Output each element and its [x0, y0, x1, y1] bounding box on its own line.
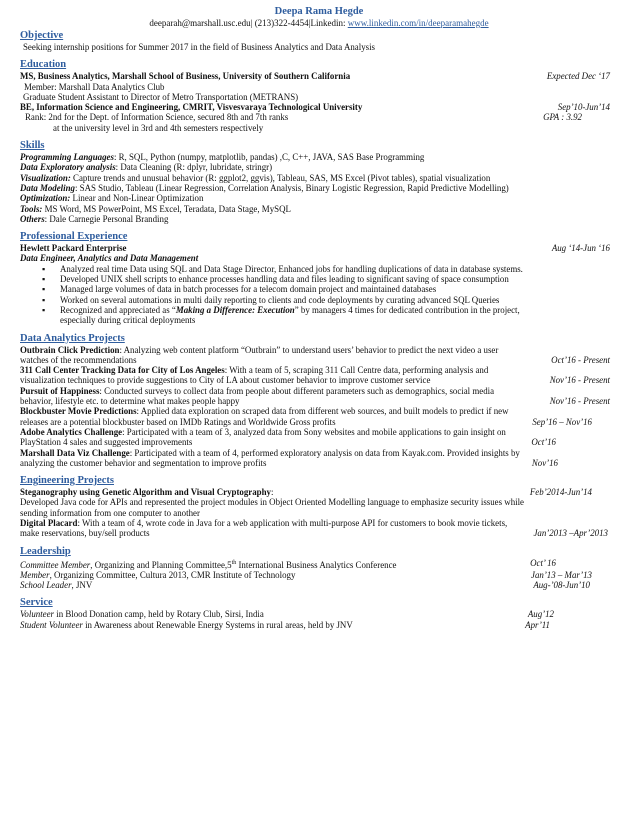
skill-others: Others: Dale Carnegie Personal Branding: [20, 213, 169, 224]
section-data-projects: Data Analytics Projects: [20, 332, 125, 344]
skill-tools: Tools: MS Word, MS PowerPoint, MS Excel, Teradata, Data Stage, MySQL: [20, 203, 291, 214]
be-rank: Rank: 2nd for the Dept. of Information Science, secured 8th and 7th ranks: [25, 112, 289, 123]
eng-project-placard-cont: make reservations, buy/sell products Jan’2013 –Apr’2013: [20, 528, 608, 539]
leadership-item: Member, Organizing Committee, Cultura 2013, CMR Institute of Technology Jan’13 – Mar’13: [20, 569, 592, 580]
experience-bullet: ▪ Recognized and appreciated as “Making a Difference: Execution” by managers 4 times for dedicated contribution in the project, especially during critical deployments: [20, 305, 618, 326]
project-outbrain-cont: watches of the recommendations Oct’16 - Present: [20, 354, 610, 365]
ms-degree: MS, Business Analytics, Marshall School of Business, University of Southern California: [20, 71, 351, 82]
eng-project-stego-desc1: Developed Java code for APIs and represented the project modules in Object Oriented Modelling language to emphasize security issues while: [20, 497, 524, 508]
experience-bullet: ▪ Developed UNIX shell scripts to enhance processes handling data and files leading to significant saving of space consumption: [20, 274, 618, 284]
service-item: Student Volunteer in Awareness about Renewable Energy Systems in rural areas, held by JNV Apr’11: [20, 619, 550, 630]
project-outbrain: Outbrain Click Prediction: Analyzing web content platform “Outbrain” to understand users’ behavior to predict the next video a user: [20, 344, 499, 355]
eng-project-stego-desc2: sending information from one computer to another: [20, 507, 200, 518]
resume-name: Deepa Rama Hegde: [274, 6, 364, 17]
project-adobe: Adobe Analytics Challenge: Participated with a team of 3, analyzed data from Sony websites and mobile applications to gain insight on: [20, 426, 506, 437]
section-leadership: Leadership: [20, 545, 71, 557]
project-311: 311 Call Center Tracking Data for City of Los Angeles: With a team of 5, scraping 311 Call Centre data, performing analysis and: [20, 365, 489, 376]
project-happiness-cont: behavior, lifestyle etc. to determine what makes people happy Nov’16 - Present: [20, 396, 610, 407]
education-be: [20, 102, 618, 112]
experience-bullet: ▪ Managed large volumes of data in batch processes for a telecom domain project and maintained databases: [20, 284, 618, 294]
experience-date: Aug ‘14-Jun ‘16: [551, 243, 610, 254]
experience-bullet: ▪ Analyzed real time Data using SQL and Data Stage Director, Enhanced jobs for handling duplications of data in database systems.: [20, 264, 618, 274]
objective-text: Seeking internship positions for Summer 2017 in the field of Business Analytics and Data Analysis: [23, 42, 376, 52]
service-item: Volunteer in Blood Donation camp, held by Rotary Club, Sirsi, India Aug’12: [20, 609, 554, 620]
section-skills: Skills: [20, 140, 45, 152]
education-ms: [20, 71, 618, 81]
skill-exploratory: Data Exploratory analysis: Data Cleaning (R: dplyr, lubridate, stringr): [20, 162, 273, 173]
be-gpa: GPA : 3.92: [543, 112, 582, 123]
project-blockbuster: Blockbuster Movie Predictions: Applied data exploration on scraped data from different web sources, and built models to predict if new: [20, 406, 509, 417]
skill-programming: Programming Languages: R, SQL, Python (numpy, matplotlib, pandas) ,C, C++, JAVA, SAS Base Programming: [20, 152, 425, 163]
section-service: Service: [20, 597, 53, 609]
experience-role: Data Engineer, Analytics and Data Management: [20, 253, 199, 264]
project-311-cont: visualization techniques to provide suggestions to City of LA about customer behavior to improve customer service Nov’16 - Present: [20, 375, 610, 386]
skill-optimization: Optimization: Linear and Non-Linear Optimization: [20, 193, 204, 204]
be-date: Sep’10-Jun’14: [557, 102, 610, 113]
ms-assistant: Graduate Student Assistant to Director of Metro Transportation (METRANS): [23, 91, 299, 102]
project-adobe-cont: PlayStation 4 sales and suggested improvements Oct’16: [20, 437, 556, 448]
company-name: Hewlett Packard Enterprise: [20, 243, 127, 254]
section-education: Education: [20, 59, 67, 71]
eng-project-placard: Digital Placard: With a team of 4, wrote code in Java for a web application with multi-purpose API for customers to book movie tickets,: [20, 517, 508, 528]
project-dataviz-cont: analyzing the customer behavior and segmentation to improve profits Nov’16: [20, 457, 558, 468]
resume-page: [20, 6, 618, 630]
section-objective: Objective: [20, 30, 64, 41]
ms-club: Member: Marshall Data Analytics Club: [24, 81, 165, 92]
leadership-item: Committee Member, Organizing and Planning Committee,5th International Business Analytics Conference Oct’ 16: [20, 557, 556, 570]
skill-visualization: Visualization: Capture trends and unusual behavior (R: ggplot2, ggvis), Tableau, SAS, MS Excel (Pivot tables), spatial visualization: [20, 172, 491, 183]
experience-company-row: [20, 243, 618, 253]
project-happiness: Pursuit of Happiness: Conducted surveys to collect data from people about different parameters such as demographics, social media: [20, 385, 495, 396]
section-eng-projects: Engineering Projects: [20, 475, 114, 487]
eng-project-stego: Steganography using Genetic Algorithm and Visual Cryptography: Feb’2014-Jun’14: [20, 487, 592, 498]
be-degree: BE, Information Science and Engineering, CMRIT, Visvesvaraya Technological University: [20, 102, 363, 113]
contact-line: [20, 18, 618, 29]
be-rank-row: [20, 112, 618, 122]
be-rank-cont: at the university level in 3rd and 4th semesters respectively: [53, 122, 264, 133]
project-dataviz: Marshall Data Viz Challenge: Participated with a team of 4, performed exploratory analysis on data from Kayak.com. Provided insights by: [20, 447, 520, 458]
contact-details: deeparah@marshall.usc.edu| (213)322-4454|Linkedin:: [149, 18, 348, 28]
experience-bullet: ▪ Worked on several automations in multi daily reporting to clients and code deployments by curating advanced SQL Queries: [20, 295, 618, 305]
section-experience: Professional Experience: [20, 231, 128, 243]
linkedin-link[interactable]: www.linkedin.com/in/deeparamahegde: [347, 18, 489, 28]
project-blockbuster-cont: releases are a potential blockbuster based on IMDb Ratings and Worldwide Gross profits Sep’16 – Nov’16: [20, 416, 592, 427]
skill-modeling: Data Modeling: SAS Studio, Tableau (Linear Regression, Correlation Analysis, Binary Logistic Regression, Rapid Predictive Modelling): [20, 182, 509, 193]
leadership-item: School Leader, JNV Aug-’08-Jun’10: [20, 580, 590, 591]
ms-date: Expected Dec ‘17: [546, 71, 610, 82]
